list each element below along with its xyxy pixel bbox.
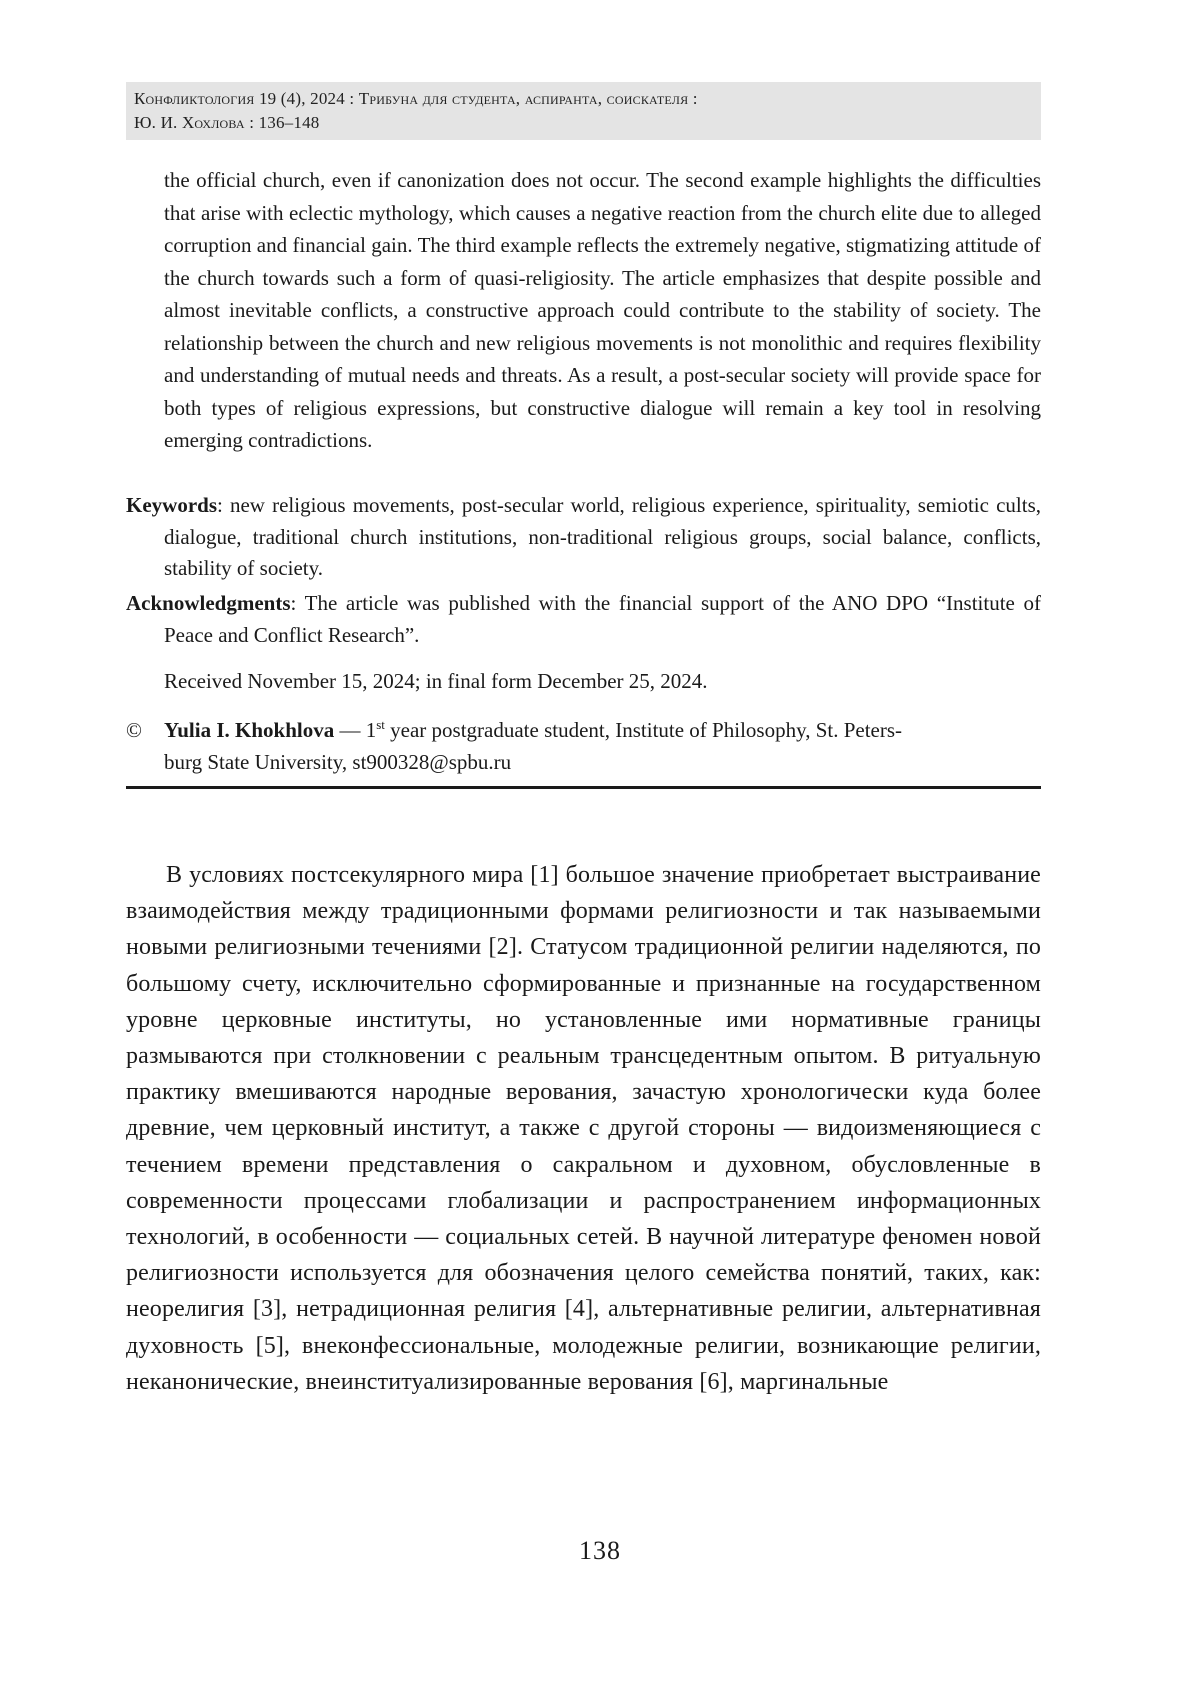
acknowledgments-block (126, 588, 1041, 651)
abstract-paragraph: the official church, even if canonization does not occur. The second example highlights the difficulties that arise with eclectic mythology, which causes a negative reaction from the church elite due to alleged corruption and financial gain. The third example reflects the extremely negative, stigmatizing attitude of the church towards such a form of quasi-religiosity. The article emphasizes that despite possible and almost inevitable conflicts, a constructive approach could contribute to the stability of society. The relationship between the church and new religious movements is not monolithic and requires flexibility and understanding of mutual needs and threats. As a result, a post-secular society will provide space for both types of religious expressions, but constructive dialogue will remain a key tool in resolving emerging contradictions. (164, 168, 1041, 452)
acknowledgments-text: : The article was published with the financial support of the ANO DPO “Institute of Peace and Conflict Research”. (164, 591, 1041, 647)
section-title: Трибуна для студента, аспиранта, соискателя : (358, 89, 698, 108)
received-dates: Received November 15, 2024; in final form December 25, 2024. (164, 669, 708, 693)
running-header-line2: Ю. И. Хохлова : 136–148 (134, 113, 320, 132)
running-header (126, 82, 1041, 140)
journal-title: Конфликтология 19 (4), 2024 : (134, 89, 359, 108)
author-description-line2: burg State University, st900328@spbu.ru (164, 749, 512, 774)
author-dash: — 1 (334, 718, 377, 742)
author-info (126, 715, 1041, 778)
section-divider (126, 786, 1041, 789)
keywords-label: Keywords (126, 493, 217, 517)
body-paragraph: В условиях постсекулярного мира [1] большое значение приобретает выстраивание взаимодействия между традиционными формами религиозности и так называемыми новыми религиозными течениями [2]. Статусом традиционной религии наделяются, по большому счету, исключительно сформированные и признанные на государственном уровне церковные институты, но установленные ими нормативные границы размываются при столкновении с реальным трансцедентным опытом. В ритуальную практику вмешиваются народные верования, зачастую хронологически куда более древние, чем церковный институт, а также с другой стороны — видоизменяющиеся с течением времени представления о сакральном и духовном, обусловленные в современности процессами глобализации и распространением информационных технологий, в особенности — социальных сетей. В научной литературе феномен новой религиозности используется для обозначения целого семейства понятий, таких, как: неорелигия [3], нетрадиционная религия [4], альтернативные религии, альтернативная духовность [5], внеконфессиональные, молодежные религии, возникающие религии, неканонические, внеинституализированные верования [6], маргинальные (126, 862, 1041, 1395)
page-number: 138 (579, 1536, 621, 1565)
ordinal-suffix: st (376, 717, 385, 732)
author-description-line1: year postgraduate student, Institute of Philosophy, St. Peters- (384, 718, 903, 742)
keywords-text: : new religious movements, post-secular world, religious experience, spirituality, semiotic cults, dialogue, traditional church institutions, non-traditional religious groups, social balance, conflicts, stability of society. (164, 493, 1041, 580)
running-header-line1 (134, 87, 1033, 111)
acknowledgments-label: Acknowledgments (126, 591, 291, 615)
copyright-symbol: © (126, 718, 142, 742)
abstract-continuation (164, 164, 1041, 457)
main-body-text (126, 857, 1041, 1400)
keywords-block (126, 490, 1041, 585)
author-name: Yulia I. Khokhlova (164, 718, 335, 742)
